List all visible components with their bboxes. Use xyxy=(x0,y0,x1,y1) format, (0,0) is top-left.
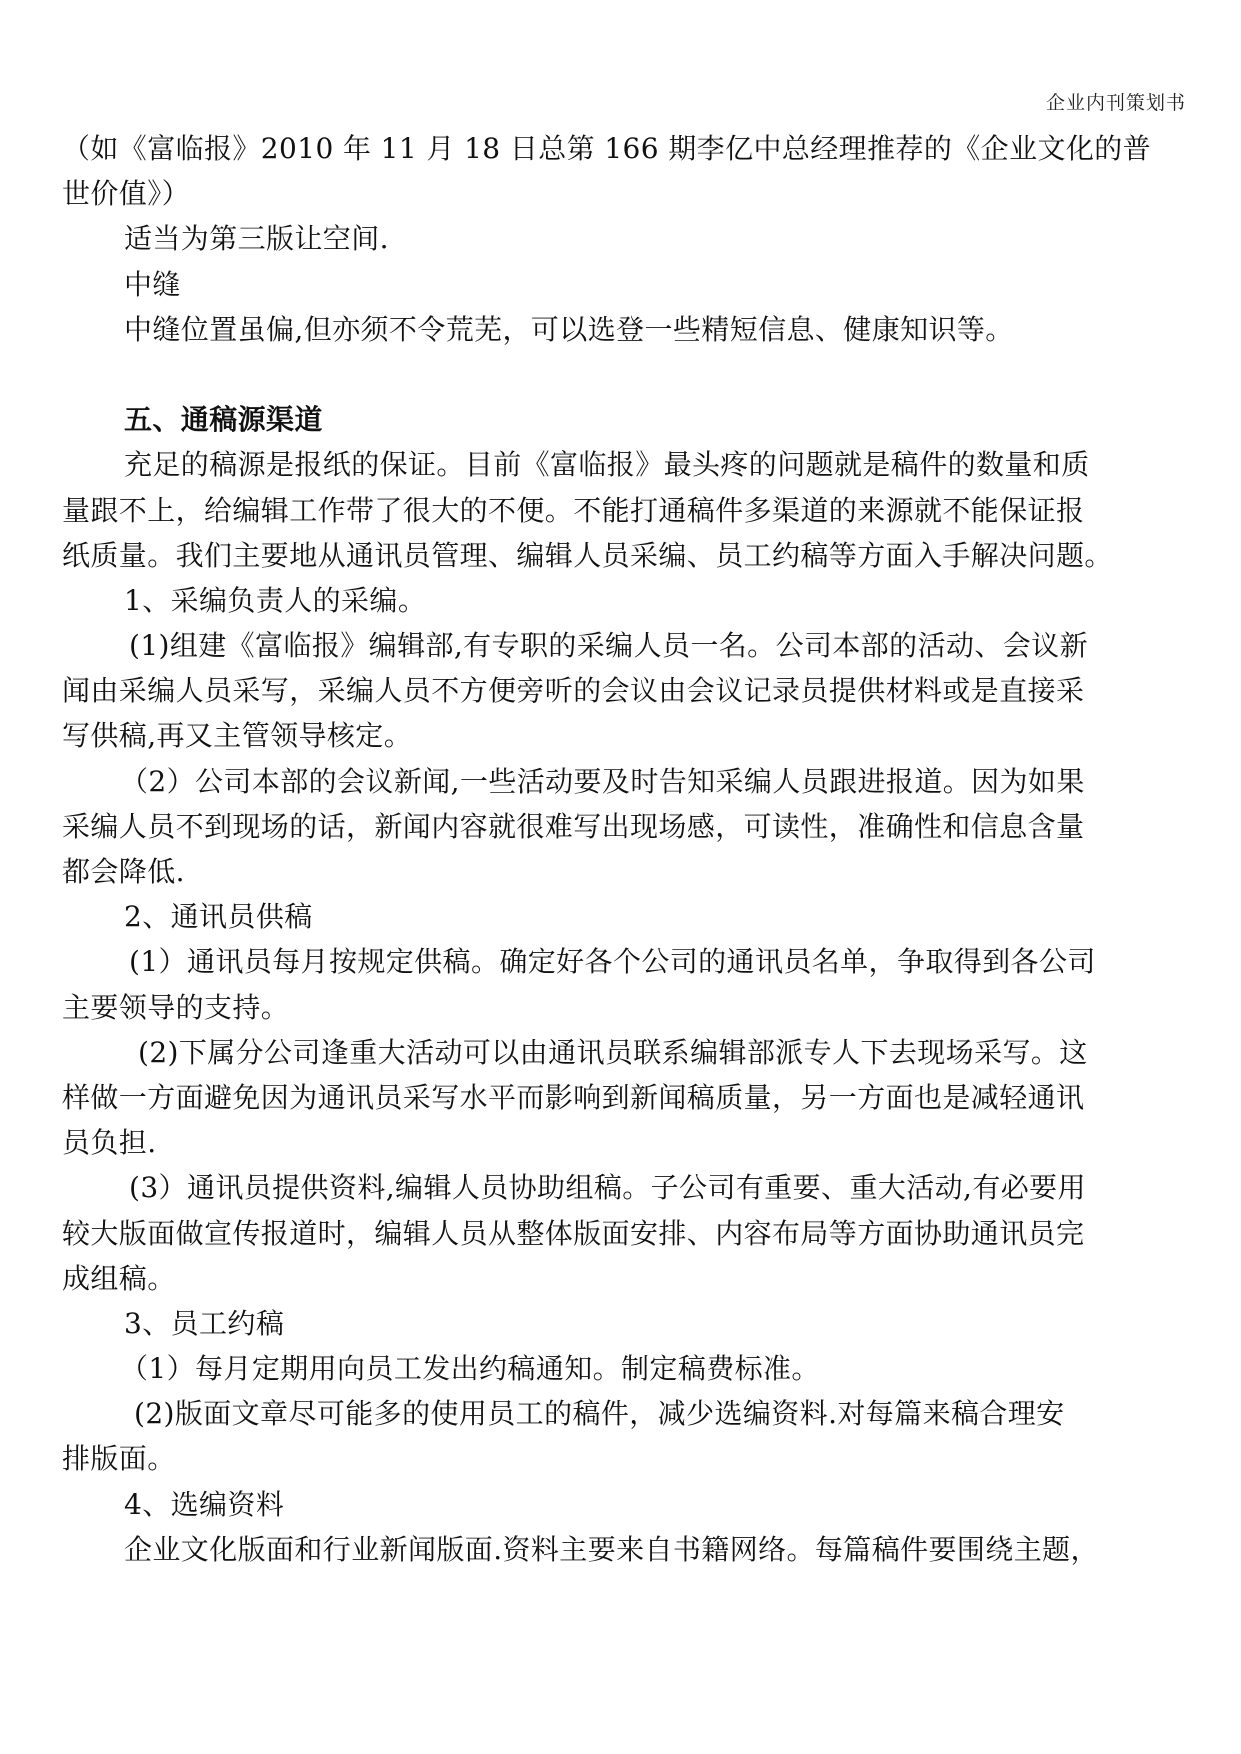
text-line: (2)版面文章尽可能多的使用员工的稿件，减少选编资料.对每篇来稿合理安 xyxy=(134,1397,1065,1431)
text-line: (2)下属分公司逢重大活动可以由通讯员联系编辑部派专人下去现场采写。这 xyxy=(138,1035,1088,1069)
text-line: 3、员工约稿 xyxy=(124,1306,285,1340)
text-line: (3）通讯员提供资料,编辑人员协助组稿。子公司有重要、重大活动,有必要用 xyxy=(129,1171,1086,1205)
text-line: 成组稿。 xyxy=(62,1261,176,1295)
text-line: （1）每月定期用向员工发出约稿通知。制定稿费标准。 xyxy=(120,1352,820,1386)
text-line: 充足的稿源是报纸的保证。目前《富临报》最头疼的问题就是稿件的数量和质 xyxy=(124,448,1090,482)
document-body xyxy=(62,126,1180,1572)
text-line: 采编人员不到现场的话，新闻内容就很难写出现场感，可读性，准确性和信息含量 xyxy=(62,809,1085,843)
text-line: 世价值》） xyxy=(62,177,191,211)
text-line: 企业文化版面和行业新闻版面.资料主要来自书籍网络。每篇稿件要围绕主题， xyxy=(124,1532,1099,1566)
text-line: 主要领导的支持。 xyxy=(62,990,290,1024)
text-line: (1)组建《富临报》编辑部,有专职的采编人员一名。公司本部的活动、会议新 xyxy=(129,629,1088,663)
text-line: 都会降低. xyxy=(62,855,185,888)
text-line: （2）公司本部的会议新闻,一些活动要及时告知采编人员跟进报道。因为如果 xyxy=(120,764,1085,798)
text-line: 较大版面做宣传报道时，编辑人员从整体版面安排、内容布局等方面协助通讯员完 xyxy=(62,1216,1085,1250)
text-line: 量跟不上，给编辑工作带了很大的不便。不能打通稿件多渠道的来源就不能保证报 xyxy=(62,493,1085,527)
text-line: 员负担. xyxy=(62,1126,157,1160)
text-line: 适当为第三版让空间. xyxy=(124,222,389,256)
text-line: 闻由采编人员采写，采编人员不方便旁听的会议由会议记录员提供材料或是直接采 xyxy=(62,674,1085,708)
text-line: 纸质量。我们主要地从通讯员管理、编辑人员采编、员工约稿等方面入手解决问题。 xyxy=(62,538,1113,572)
text-line: 1、采编负责人的采编。 xyxy=(124,583,427,617)
text-line: 写供稿,再又主管领导核定。 xyxy=(62,719,413,753)
text-line: 2、通讯员供稿 xyxy=(124,900,313,934)
section-heading: 五、通稿源渠道 xyxy=(124,403,323,437)
text-line: 排版面。 xyxy=(62,1442,176,1476)
running-header: 企业内刊策划书 xyxy=(1045,92,1186,114)
text-line: 中缝 xyxy=(124,267,181,301)
blank-line xyxy=(62,352,1180,397)
text-line: 中缝位置虽偏,但亦须不令荒芜，可以选登一些精短信息、健康知识等。 xyxy=(124,312,1014,346)
text-line: 4、选编资料 xyxy=(124,1487,285,1521)
text-line: (1）通讯员每月按规定供稿。确定好各个公司的通讯员名单，争取得到各公司 xyxy=(129,945,1096,979)
text-line: （如《富临报》2010 年 11 月 18 日总第 166 期李亿中总经理推荐的《企业文化的普 xyxy=(62,132,1152,165)
text-line: 样做一方面避免因为通讯员采写水平而影响到新闻稿质量，另一方面也是减轻通讯 xyxy=(62,1080,1085,1114)
